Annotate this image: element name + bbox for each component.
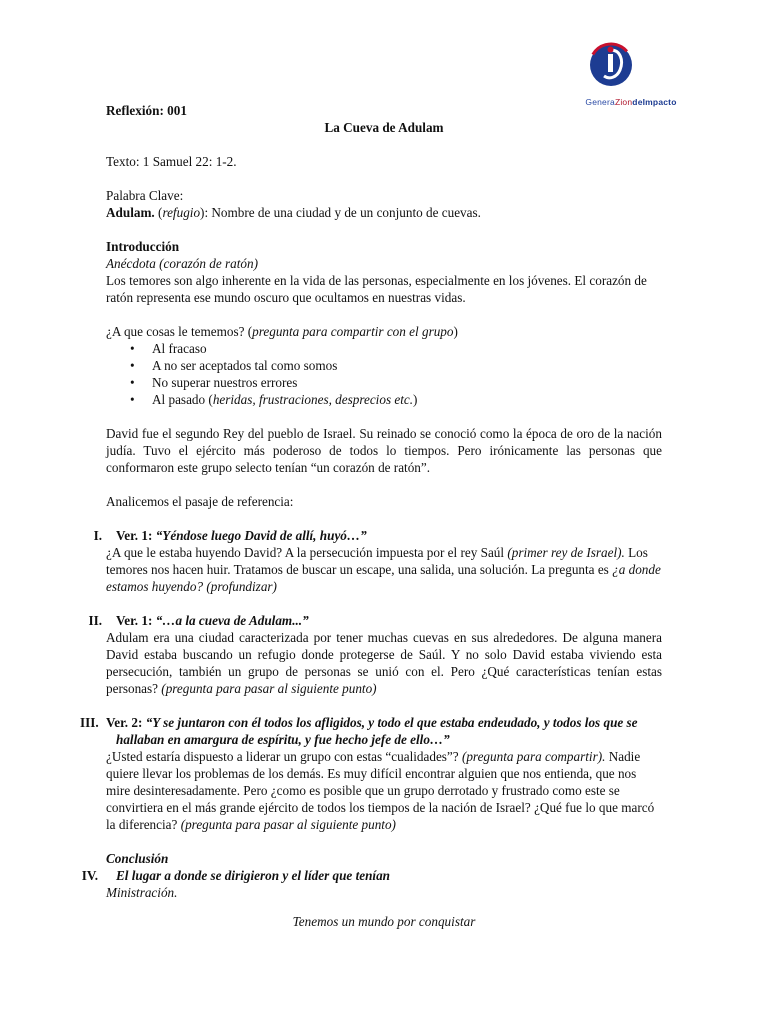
reflection-number: Reflexión: 001: [106, 103, 187, 118]
fear-question-note: pregunta para compartir con el grupo: [252, 324, 454, 339]
keyword-term: Adulam.: [106, 205, 155, 220]
section-text: Los temores nos hacen huir. Tratamos de buscar un escape, una salida, una solución. La pregunta es: [106, 545, 648, 577]
list-item-text: Al pasado: [152, 392, 206, 407]
keyword-gloss: refugio: [162, 205, 201, 220]
section-number: II.: [88, 613, 102, 628]
logo-text-a: Genera: [585, 97, 615, 107]
list-item: • No superar nuestros errores: [130, 375, 298, 390]
verse-ref: Ver. 1:: [116, 613, 153, 628]
section-body: [106, 629, 662, 697]
fear-question-text: ¿A que cosas le tememos?: [106, 324, 245, 339]
fear-question: ¿A que cosas le tememos? (pregunta para compartir con el grupo): [106, 324, 458, 339]
section-heading: [81, 867, 662, 884]
section-number: IV.: [81, 868, 98, 883]
list-item: • Al pasado (heridas, frustraciones, desprecios etc.): [130, 392, 418, 407]
section-text: Nadie quiere llevar los problemas de los demás. Es muy difícil encontrar alguien que nos entienda, que nos mire desinteresadamente. Pero ¿como es posible que un grupo derrotado y frustrado como este se convirtiera en el más grande ejército de todos los tiempos de la nación de Israel? ¿Qué fue lo que marcó la diferencia?: [106, 749, 655, 832]
logo-text-c: deImpacto: [632, 97, 677, 107]
brand-logo: [566, 40, 696, 110]
logo-text-b: Zion: [614, 97, 633, 107]
closing-line: Tenemos un mundo por conquistar: [292, 914, 476, 929]
section-body: [106, 544, 662, 595]
list-item: • A no ser aceptados tal como somos: [130, 358, 338, 373]
section-note: (primer rey de Israel).: [507, 545, 625, 560]
keyword-def-text: Nombre de una ciudad y de un conjunto de cuevas.: [211, 205, 481, 220]
list-item-text: A no ser aceptados tal como somos: [152, 358, 338, 373]
page-title: La Cueva de Adulam: [324, 120, 444, 135]
section-body: [106, 748, 662, 833]
section-text: ¿Usted estaría dispuesto a liderar un grupo con estas “cualidades”?: [106, 749, 459, 764]
keyword-definition: Adulam. (refugio): Nombre de una ciudad y de un conjunto de cuevas.: [106, 205, 481, 220]
section-text: Adulam era una ciudad caracterizada por tener muchas cuevas en sus alrededores. De alguna manera David estaba buscando un refugio donde protegerse de Saúl. Y no solo David estaba viviendo esta persecución, también un grupo de personas se unió con el. Pero ¿Qué características tenían estas personas?: [106, 630, 662, 696]
document-body: [80, 102, 662, 901]
section-note: (pregunta para compartir).: [461, 749, 606, 764]
section-heading: [80, 714, 662, 748]
section-text: ¿A que le estaba huyendo David? A la persecución impuesta por el rey Saúl: [106, 545, 505, 560]
list-item: • Al fracaso: [130, 341, 207, 356]
section-note: (pregunta para pasar al siguiente punto): [180, 817, 396, 832]
fear-list: [106, 340, 662, 408]
generazion-logo-icon: [566, 40, 696, 96]
section-three: [80, 714, 662, 833]
intro-anecdote: Anécdota (corazón de ratón): [106, 256, 258, 271]
section-one: [93, 527, 662, 595]
section-title: El lugar a donde se dirigieron y el líder que tenían: [116, 868, 391, 883]
intro-heading: Introducción: [106, 239, 180, 254]
intro-paragraph: Los temores son algo inherente en la vida de las personas, especialmente en los jóvenes. El corazón de ratón representa ese mundo oscuro que ocultamos en nuestras vidas.: [106, 273, 647, 305]
section-number: III.: [80, 715, 99, 730]
verse-ref: Ver. 2:: [106, 715, 143, 730]
conclusion-label: Conclusión: [106, 851, 169, 866]
list-item-text: Al fracaso: [152, 341, 207, 356]
analyze-line: Analicemos el pasaje de referencia:: [106, 494, 294, 509]
list-item-note: heridas, frustraciones, desprecios etc.: [212, 392, 414, 407]
section-heading: [88, 612, 662, 629]
verse-ref: Ver. 1:: [116, 528, 153, 543]
verse-quote: “Y se juntaron con él todos los afligidos, y todo el que estaba endeudado, y todos los que se hallaban en amargura de espíritu, y fue hecho jefe de ello…”: [116, 715, 638, 747]
verse-quote: “…a la cueva de Adulam...”: [155, 613, 309, 628]
section-note: (pregunta para pasar al siguiente punto): [161, 681, 377, 696]
section-note: ¿a donde estamos huyendo? (profundizar): [106, 562, 661, 594]
text-reference: Texto: 1 Samuel 22: 1-2.: [106, 154, 237, 169]
section-heading: [93, 527, 662, 544]
ministration: Ministración.: [106, 885, 178, 900]
section-four: [81, 867, 662, 901]
section-number: I.: [93, 528, 102, 543]
david-paragraph: David fue el segundo Rey del pueblo de Israel. Su reinado se conoció como la época de oro de la nación judía. Tuvo el ejército más poderoso de todos lo tiempos. Pero irónicamente las personas que conformaron este grupo selecto tenían “un corazón de ratón”.: [106, 426, 662, 475]
keyword-label: Palabra Clave:: [106, 188, 184, 203]
list-item-text: No superar nuestros errores: [152, 375, 298, 390]
verse-quote: “Yéndose luego David de allí, huyó…”: [155, 528, 367, 543]
section-two: [88, 612, 662, 697]
